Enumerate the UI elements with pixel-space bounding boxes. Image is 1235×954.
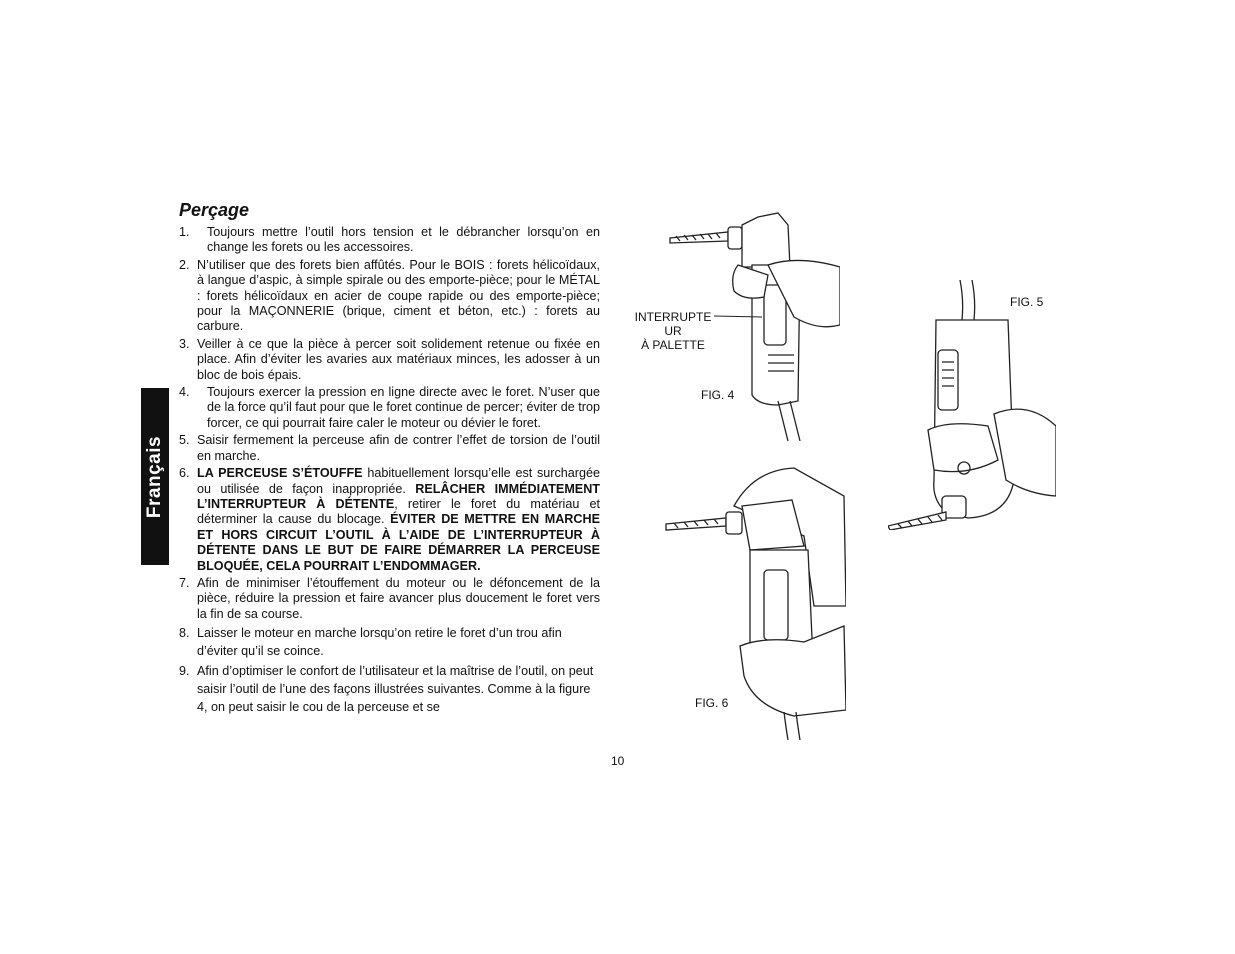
fig6-label: FIG. 6 (695, 696, 729, 710)
page-number: 10 (611, 754, 625, 768)
list-item: 6. LA PERCEUSE S’ÉTOUFFE habituellement lorsqu’elle est surchargée ou utilisée de façon inappropriée. RELÂCHER IMMÉDIATEMENT L’INTERRUPTEUR À DÉTENTE, retirer le foret du matériau et déterminer la cause du blocage. ÉVITER DE METTRE EN MARCHE ET HORS CIRCUIT L’OUTIL À L’AIDE DE L’INTERRUPTEUR À DÉTENTE DANS LE BUT DE FAIRE DÉMARRER LA PERCEUSE BLOQUÉE, CELA POURRAIT L’ENDOMMAGER. (179, 466, 601, 573)
callout-leader-line (714, 312, 764, 322)
list-item: 1. Toujours mettre l’outil hors tension et le débrancher lorsqu’on en change les forets ou les accessoires. (179, 225, 600, 255)
list-item: 5. Saisir fermement la perceuse afin de contrer l’effet de torsion de l’outil en marche. (179, 433, 600, 463)
fig5-drill-illustration (888, 280, 1056, 530)
list-item: 7. Afin de minimiser l’étouffement du moteur ou le défoncement de la pièce, réduire la pression et faire avancer plus doucement le foret vers la fin de sa course. (179, 575, 600, 621)
list-item: 3. Veiller à ce que la pièce à percer soit solidement retenue ou fixée en place. Afin d’éviter les avaries aux matériaux minces, les adosser à un bloc de bois épais. (179, 336, 600, 382)
language-tab (141, 388, 169, 565)
list-item: 8. Laisser le moteur en marche lorsqu’on retire le foret d’un trou afin d’éviter qu’il se coince. (179, 626, 562, 659)
list-item: 9. Afin d’optimiser le confort de l’utilisateur et la maîtrise de l’outil, on peut saisir l’outil de l’une des façons illustrées suivantes. Comme à la figure 4, on peut saisir le cou de la perceuse et se (179, 664, 594, 715)
trigger-callout: INTERRUPTE UR À PALETTE (634, 310, 712, 352)
fig6-drill-illustration (664, 466, 846, 740)
list-item: 2. N’utiliser que des forets bien affûtés. Pour le BOIS : forets hélicoïdaux, à langue d’aspic, à simple spirale ou des emporte-pièce; pour le MÉTAL : forets hélicoïdaux en acier de coupe rapide ou des emporte-pièce; pour la MAÇONNERIE (brique, ciment et béton, etc.) : forets au carbure. (179, 257, 600, 334)
language-tab-label: Français (144, 435, 165, 518)
section-title: Perçage (179, 200, 250, 220)
list-item: 4. Toujours exercer la pression en ligne directe avec le foret. N’user que de la force qu’il faut pour que le foret continue de percer; éviter de trop forcer, ce qui pourrait faire caler le moteur ou dévier le foret. (179, 385, 600, 430)
instruction-list (179, 225, 600, 718)
fig4-label: FIG. 4 (701, 388, 735, 402)
fig5-label: FIG. 5 (1010, 295, 1044, 309)
